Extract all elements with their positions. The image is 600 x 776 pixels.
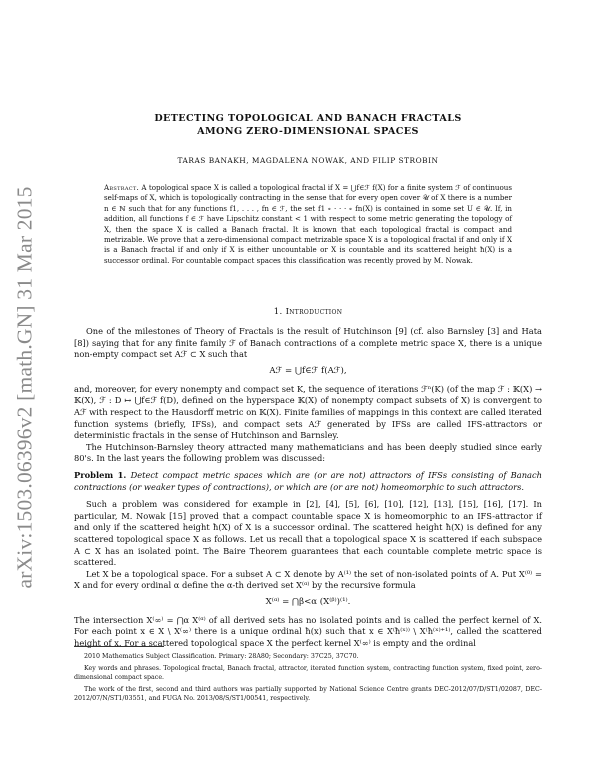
abstract (104, 183, 512, 266)
author-list: TARAS BANAKH, MAGDALENA NOWAK, AND FILIP STROBIN (177, 156, 439, 165)
abstract-label: Abstract. (104, 183, 140, 192)
footnote-keywords: Key words and phrases. Topological fractal, Banach fractal, attractor, iterated function system, contracting function system, fixed point, zero-dimensional compact space. (74, 665, 542, 681)
title-line-2: AMONG ZERO-DIMENSIONAL SPACES (197, 126, 419, 137)
paragraph-2: and, moreover, for every nonempty and compact set K, the sequence of iterations ℱⁿ(K) (of the map ℱ : 𝕂(X) → 𝕂(X), ℱ : D ↦ ⋃f∈ℱ f(D), defined on the hyperspace 𝕂(X) of nonempty compact subsets of X) is convergent to Aℱ with respect to the Hausdorff metric on 𝕂(X). Finite families of mappings in this context are called iterated function systems (briefly, IFSs), and compact sets Aℱ generated by IFSs are called IFS-attractors or deterministic fractals in the sense of Hutchinson and Barnsley. (74, 383, 542, 441)
abstract-text: A topological space X is called a topological fractal if X = ⋃f∈ℱ f(X) for a finite system ℱ of continuous self-maps of X, which is topologically contracting in the sense that for every open cover 𝒰 of X there is a number n ∈ ℕ such that for any functions f1, . . . , fn ∈ ℱ, the set f1 ∘ · · · ∘ fn(X) is contained in some set U ∈ 𝒰. If, in addition, all functions f ∈ ℱ have Lipschitz constant < 1 with respect to some metric generating the topology of X, then the space X is called a Banach fractal. It is known that each topological fractal is compact and metrizable. We prove that a zero-dimensional compact metrizable space X is a topological fractal if and only if X is a Banach fractal if and only if X is either uncountable or X is countable and its scattered height ħ(X) is a successor ordinal. For countable compact spaces this classification was recently proved by M. Nowak. (104, 183, 512, 265)
paper-title (74, 112, 542, 138)
paragraph-5: Let X be a topological space. For a subset A ⊂ X denote by A⁽¹⁾ the set of non-isolated points of A. Put X⁽⁰⁾ = X and for every ordinal α define the α-th derived set X⁽ᵅ⁾ by the recursive formula (74, 568, 542, 591)
paragraph-1: One of the milestones of Theory of Fractals is the result of Hutchinson [9] (cf. also Barnsley [3] and Hata [8]) saying that for any finite family ℱ of Banach contractions of a complete metric space X, there is a unique non-empty compact set Aℱ ⊂ X such that (74, 326, 542, 360)
title-line-1: DETECTING TOPOLOGICAL AND BANACH FRACTALS (154, 113, 462, 124)
paragraph-6: The intersection X⁽∞⁾ = ⋂α X⁽ᵅ⁾ of all derived sets has no isolated points and is called the perfect kernel of X. For each point x ∈ X \ X⁽∞⁾ there is a unique ordinal ħ(x) such that x ∈ X⁽ħ⁽ˣ⁾⁾ \ X⁽ħ⁽ˣ⁾⁺¹⁾, called the scattered height of x. For a scattered topological space X the perfect kernel X⁽∞⁾ is empty and the ordinal (74, 614, 542, 649)
paragraph-3: The Hutchinson-Barnsley theory attracted many mathematicians and has been deeply studied since early 80's. In the last years the following problem was discussed: (74, 441, 542, 464)
footnotes (74, 652, 542, 706)
footnote-rule (74, 646, 164, 647)
problem-label: Problem 1. (74, 469, 127, 480)
footnote-msc: 2010 Mathematics Subject Classification. Primary: 28A80; Secondary: 37C25, 37C70. (84, 653, 359, 660)
problem-1 (74, 470, 542, 493)
equation-1: Aℱ = ⋃f∈ℱ f(Aℱ), (269, 365, 347, 376)
body-text (74, 326, 542, 650)
arxiv-stamp (8, 172, 42, 602)
arxiv-stamp-text: arXiv:1503.06396v2 [math.GN] 31 Mar 2015 (12, 185, 37, 589)
section-heading-introduction: 1. Introduction (273, 307, 343, 317)
paragraph-4: Such a problem was considered for example in [2], [4], [5], [6], [10], [12], [13], [15], [16], [17]. In particular, M. Nowak [15] proved that a compact countable space X is homeomorphic to an IFS-attractor if and only if the scattered height ħ(X) of X is a successor ordinal. The scattered height ħ(X) is defined for any scattered topological space X as follows. Let us recall that a topological space X is scattered if each subspace A ⊂ X has an isolated point. The Baire Theorem guarantees that each countable complete metric space is scattered. (74, 499, 542, 568)
problem-text: Detect compact metric spaces which are (or are not) attractors of IFSs consisting of Banach contractions (or weaker types of contractions), or which are (or are not) homeomorphic to such attractors. (74, 469, 542, 492)
equation-2: X⁽ᵅ⁾ = ⋂β<α (X⁽ᵝ⁾)⁽¹⁾. (265, 596, 351, 607)
footnote-funding: The work of the first, second and third authors was partially supported by National Science Centre grants DEC-2012/07/D/ST1/02087, DEC-2012/07/N/ST1/03551, and FUGA No. 2013/08/S/ST1/00541, respectively. (74, 686, 542, 702)
